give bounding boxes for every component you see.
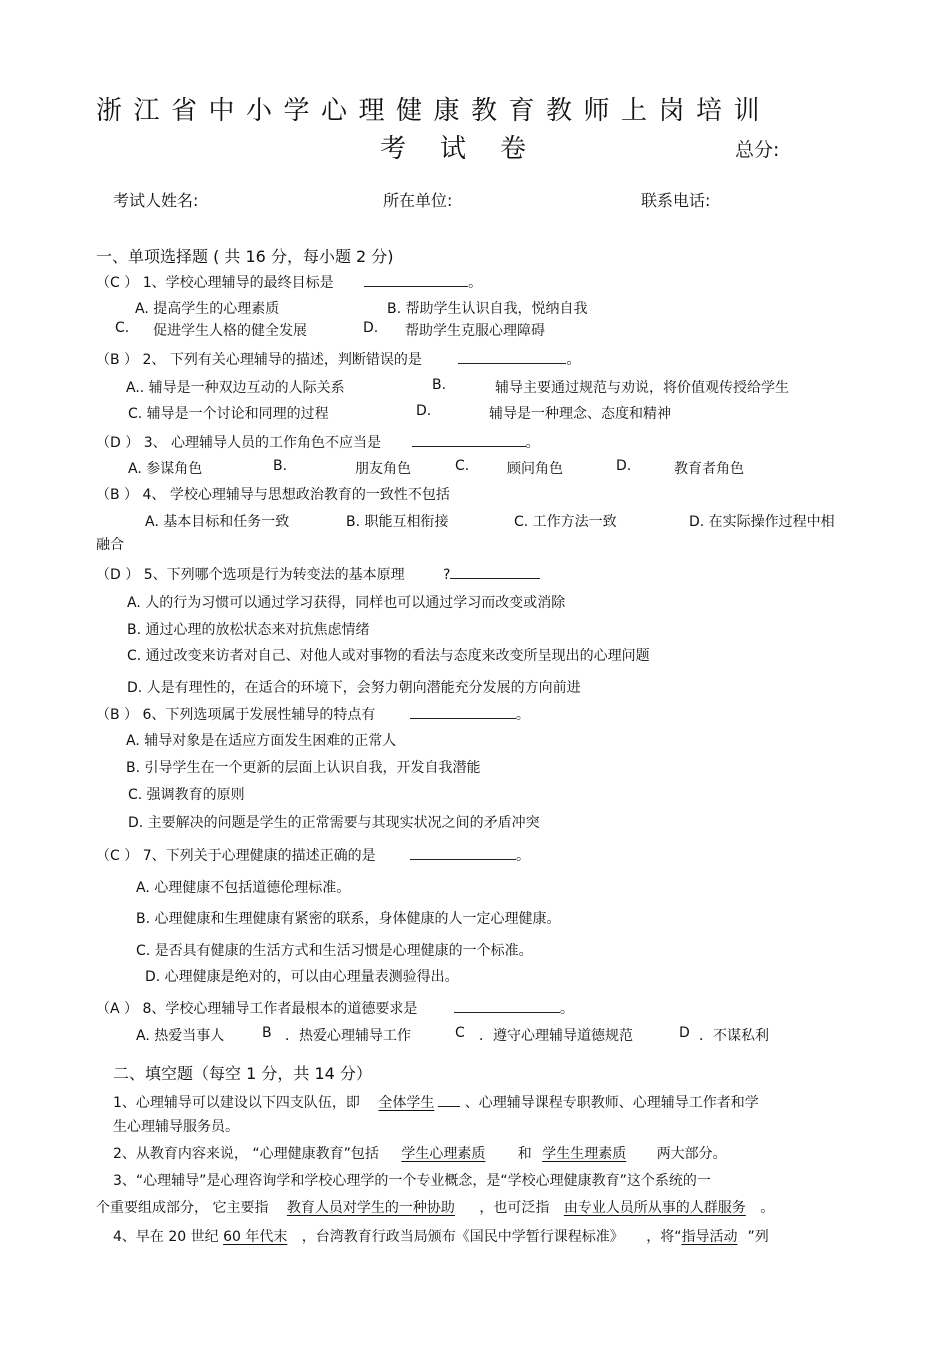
option-c: 顾问角色 xyxy=(507,461,563,477)
exam-title: 浙江省中小学心理健康教育教师上岗培训 xyxy=(96,96,772,126)
option-a: A. 辅导对象是在适应方面发生困难的正常人 xyxy=(126,733,397,749)
option-d: ．不谋私利 xyxy=(699,1028,769,1044)
filled-answer: 由专业人员所从事的人群服务 xyxy=(563,1200,746,1216)
option-c-letter: C xyxy=(455,1025,465,1041)
answer-mark: （B ） xyxy=(96,707,139,723)
option-c: C. 通过改变来访者对自己、对他人或对事物的看法与态度来改变所呈现出的心理问题 xyxy=(127,648,650,664)
answer-blank xyxy=(410,703,516,719)
option-a: A. 提高学生的心理素质 xyxy=(135,301,280,317)
answer-mark: （C ） xyxy=(96,275,139,291)
option-d-letter: D. xyxy=(616,458,632,474)
option-b-letter: B. xyxy=(432,377,447,393)
question-7: （C ） 7、下列关于心理健康的描述正确的是 。 xyxy=(96,844,530,865)
option-a: A. 人的行为习惯可以通过学习获得，同样也可以通过学习而改变或消除 xyxy=(127,595,566,611)
option-c: C. 强调教育的原则 xyxy=(128,787,245,803)
option-b: 辅导主要通过规范与劝说，将价值观传授给学生 xyxy=(495,380,789,396)
option-d: 帮助学生克服心理障碍 xyxy=(405,323,545,339)
option-d: D. 人是有理性的，在适合的环境下，会努力朝向潜能充分发展的方向前进 xyxy=(127,680,581,696)
option-b: B. 职能互相衔接 xyxy=(346,514,449,530)
option-a: A. 参谋角色 xyxy=(128,461,203,477)
filled-answer: 学生心理素质 xyxy=(401,1146,486,1162)
option-a: A. 热爱当事人 xyxy=(136,1028,225,1044)
option-b: B. 帮助学生认识自我，悦纳自我 xyxy=(387,301,588,317)
option-c: ．遵守心理辅导道德规范 xyxy=(479,1028,633,1044)
question-stem: 7、下列关于心理健康的描述正确的是 xyxy=(142,848,376,864)
option-d: D. 在实际操作过程中相 xyxy=(689,514,835,530)
section-2-heading: 二、填空题（每空 1 分，共 14 分） xyxy=(113,1064,372,1083)
option-c: C. 是否具有健康的生活方式和生活习惯是心理健康的一个标准。 xyxy=(136,943,533,959)
filled-answer: 学生生理素质 xyxy=(542,1146,627,1162)
examinee-name-label: 考试人姓名: xyxy=(113,191,199,210)
fill-question-1-continued: 生心理辅导服务员。 xyxy=(113,1119,239,1135)
option-b-letter: B. xyxy=(273,458,288,474)
filled-answer: 教育人员对学生的一种协助 xyxy=(286,1200,455,1216)
answer-blank xyxy=(450,563,540,579)
fill-question-2: 2、从教育内容来说， “心理健康教育”包括 学生心理素质 和 学生生理素质 两大部分。 xyxy=(113,1146,727,1162)
question-stem: 3、 心理辅导人员的工作角色不应当是 xyxy=(143,435,382,451)
option-d-letter: D. xyxy=(416,403,432,419)
option-c: 促进学生人格的健全发展 xyxy=(153,323,307,339)
option-c: C. 工作方法一致 xyxy=(514,514,617,530)
option-b: B. 引导学生在一个更新的层面上认识自我，开发自我潜能 xyxy=(126,760,481,776)
option-d-continued: 融合 xyxy=(96,537,124,553)
fill-question-3: 3、“心理辅导”是心理咨询学和学校心理学的一个专业概念，是“学校心理健康教育”这个系统的一 xyxy=(113,1173,711,1189)
option-d: 辅导是一种理念、态度和精神 xyxy=(489,406,671,422)
filled-answer: 全体学生 xyxy=(378,1095,435,1111)
question-stem: 2、 下列有关心理辅导的描述，判断错误的是 xyxy=(142,352,422,368)
question-6: （B ） 6、下列选项属于发展性辅导的特点有 。 xyxy=(96,703,530,724)
answer-mark: （B ） xyxy=(96,487,139,503)
answer-mark: （D ） xyxy=(96,567,140,583)
fill-question-3-continued: 个重要组成部分， 它主要指 教育人员对学生的一种协助 ，也可泛指 由专业人员所从事的人群服务 。 xyxy=(96,1200,775,1216)
option-d: D. 主要解决的问题是学生的正常需要与其现实状况之间的矛盾冲突 xyxy=(128,815,540,831)
option-c: C. 辅导是一个讨论和同理的过程 xyxy=(128,406,329,422)
option-a: A. 基本目标和任务一致 xyxy=(145,514,290,530)
option-a: A.. 辅导是一种双边互动的人际关系 xyxy=(126,380,345,396)
option-b: ．热爱心理辅导工作 xyxy=(285,1028,411,1044)
option-b: B. 通过心理的放松状态来对抗焦虑情绪 xyxy=(127,622,370,638)
filled-answer: 指导活动 xyxy=(681,1229,738,1245)
phone-label: 联系电话: xyxy=(641,191,711,210)
section-1-heading: 一、单项选择题 ( 共 16 分，每小题 2 分) xyxy=(96,247,394,266)
fill-question-1: 1、心理辅导可以建设以下四支队伍，即 全体学生 、心理辅导课程专职教师、心理辅导工作者和学 xyxy=(113,1091,759,1112)
question-1: （C ） 1、学校心理辅导的最终目标是 。 xyxy=(96,271,482,292)
answer-blank xyxy=(412,431,526,447)
workplace-label: 所在单位: xyxy=(383,191,453,210)
question-2: （B ） 2、 下列有关心理辅导的描述，判断错误的是 。 xyxy=(96,348,580,369)
option-c-letter: C. xyxy=(455,458,470,474)
option-b: 朋友角色 xyxy=(355,461,411,477)
option-c-letter: C. xyxy=(115,320,130,336)
answer-mark: （D ） xyxy=(96,435,140,451)
answer-mark: （C ） xyxy=(96,848,139,864)
option-a: A. 心理健康不包括道德伦理标准。 xyxy=(136,880,351,896)
option-d-letter: D. xyxy=(363,320,379,336)
option-d: D. 心理健康是绝对的，可以由心理量表测验得出。 xyxy=(145,969,459,985)
option-d-letter: D xyxy=(679,1025,690,1041)
answer-mark: （A ） xyxy=(96,1001,139,1017)
answer-mark: （B ） xyxy=(96,352,139,368)
answer-blank xyxy=(364,271,468,287)
answer-blank xyxy=(458,348,566,364)
answer-blank xyxy=(410,844,516,860)
question-stem: 1、学校心理辅导的最终目标是 xyxy=(142,275,334,291)
exam-title-line2: 考试卷 xyxy=(380,134,561,164)
question-4 xyxy=(96,484,450,504)
question-5: （D ） 5、下列哪个选项是行为转变法的基本原理 ? xyxy=(96,563,540,584)
filled-answer: 60 年代末 xyxy=(223,1229,288,1245)
question-stem: 5、下列哪个选项是行为转变法的基本原理 xyxy=(143,567,405,583)
question-8: （A ） 8、学校心理辅导工作者最根本的道德要求是 。 xyxy=(96,997,574,1018)
question-3: （D ） 3、 心理辅导人员的工作角色不应当是 。 xyxy=(96,431,540,452)
option-d: 教育者角色 xyxy=(674,461,744,477)
question-stem: 8、学校心理辅导工作者最根本的道德要求是 xyxy=(142,1001,418,1017)
question-stem: 6、下列选项属于发展性辅导的特点有 xyxy=(142,707,376,723)
fill-question-4: 4、早在 20 世纪 60 年代末 ，台湾教育行政当局颁布《国民中学暂行课程标准》 ，将“指导活动 ”列 xyxy=(113,1229,769,1245)
total-score-label: 总分: xyxy=(735,139,780,161)
option-b-letter: B xyxy=(262,1025,272,1041)
question-stem: 4、 学校心理辅导与思想政治教育的一致性不包括 xyxy=(142,487,450,503)
answer-blank xyxy=(454,997,560,1013)
option-b: B. 心理健康和生理健康有紧密的联系，身体健康的人一定心理健康。 xyxy=(136,911,561,927)
